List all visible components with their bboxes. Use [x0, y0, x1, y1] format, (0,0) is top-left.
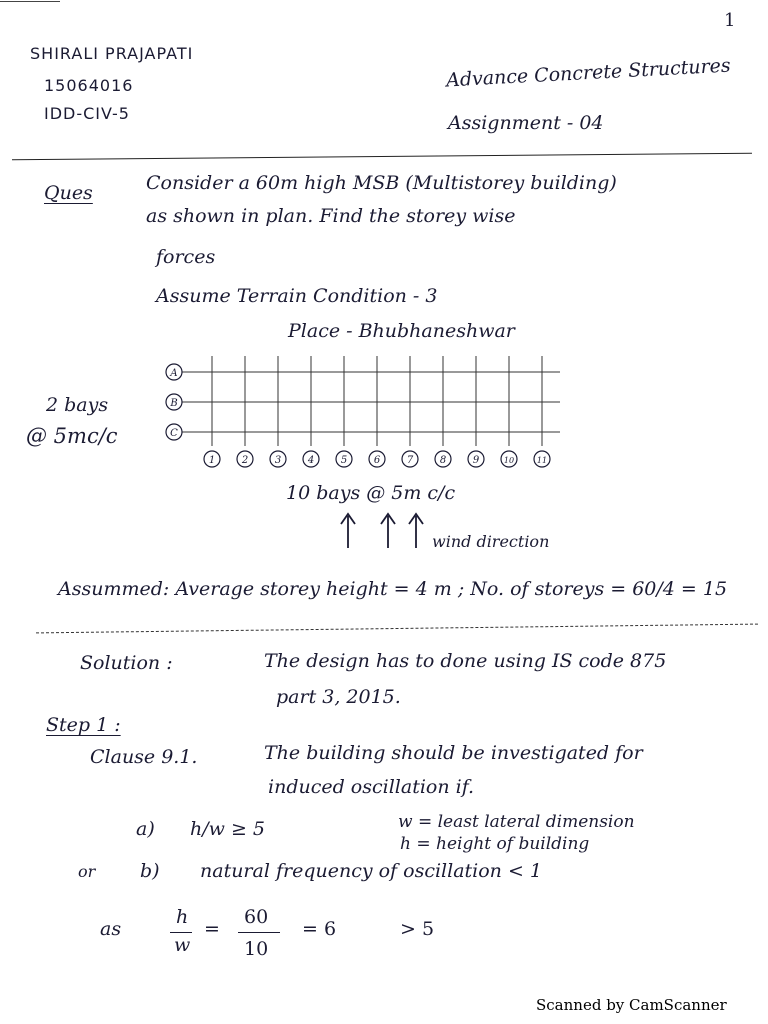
dashed-divider: [36, 624, 758, 634]
column-bubble-label: 11: [536, 456, 548, 465]
clause-label: Clause 9.1.: [90, 746, 198, 768]
column-bubble-label: 3: [274, 455, 282, 466]
assignment-title: Assignment - 04: [448, 112, 604, 134]
row-bubbles: [166, 364, 182, 440]
row-bubble-label: C: [170, 428, 178, 439]
w-definition: w = least lateral dimension: [398, 812, 635, 832]
calc-compare: > 5: [400, 918, 435, 940]
wind-direction-label: wind direction: [432, 532, 550, 551]
step-1-text-1: The building should be investigated for: [264, 742, 643, 764]
calc-equals-sign: =: [204, 918, 220, 940]
column-bubble: [237, 451, 253, 467]
calc-lhs-fraction-bar: [170, 932, 192, 933]
column-bubble: [468, 451, 484, 467]
column-bubble-label: 2: [241, 455, 249, 466]
question-line-2: as shown in plan. Find the storey wise: [146, 205, 516, 227]
as-label: as: [100, 918, 122, 940]
column-bubble: [303, 451, 319, 467]
side-label-line-1: 2 bays: [46, 394, 109, 416]
calc-numerator: 60: [244, 906, 269, 928]
place-label: Place - Bhubhaneshwar: [288, 320, 515, 342]
subject-title: Advance Concrete Structures: [445, 54, 732, 92]
course-code: IDD-CIV-5: [44, 104, 130, 123]
column-bubble-label: 10: [503, 456, 515, 465]
column-bubble-label: 7: [406, 455, 414, 466]
column-bubble: [501, 451, 517, 467]
column-bubble-label: 1: [208, 455, 216, 466]
column-bubble: [369, 451, 385, 467]
row-bubble-label: B: [170, 398, 178, 409]
row-bubble: [166, 424, 182, 440]
h-definition: h = height of building: [400, 834, 590, 854]
column-bubble-label: 9: [472, 455, 480, 466]
column-bubble-label: 6: [373, 455, 381, 466]
bottom-bays-label: 10 bays @ 5m c/c: [286, 482, 456, 504]
question-line-1: Consider a 60m high MSB (Multistorey building): [146, 172, 617, 194]
column-bubble: [204, 451, 220, 467]
question-label: Ques: [44, 182, 93, 204]
calc-fraction-bar: [238, 932, 280, 933]
scanner-footer: Scanned by CamScanner: [536, 996, 727, 1014]
grid-lines: [182, 356, 560, 446]
row-bubble: [166, 364, 182, 380]
column-bubble: [435, 451, 451, 467]
roll-number: 15064016: [44, 76, 134, 95]
column-bubble: [402, 451, 418, 467]
page-number: 1: [724, 10, 736, 31]
row-bubble: [166, 394, 182, 410]
calc-result: = 6: [302, 918, 337, 940]
calc-lhs-denominator: w: [174, 934, 191, 956]
column-bubble-label: 4: [307, 455, 315, 466]
condition-b-text: natural frequency of oscillation < 1: [200, 860, 542, 882]
assume-terrain: Assume Terrain Condition - 3: [156, 285, 438, 307]
column-bubble-label: 5: [340, 455, 348, 466]
column-bubble: [270, 451, 286, 467]
column-bubble: [534, 451, 550, 467]
step-1-label: Step 1 :: [46, 714, 121, 736]
wind-arrows: [330, 508, 440, 552]
student-name: SHIRALI PRAJAPATI: [30, 44, 194, 63]
calc-lhs-numerator: h: [176, 906, 189, 928]
solution-line-2: part 3, 2015.: [276, 686, 401, 708]
condition-a-text: h/w ≥ 5: [190, 818, 265, 840]
condition-a-label: a): [136, 818, 155, 840]
assumed-line: Assummed: Average storey height = 4 m ; No. of storeys = 60/4 = 15: [58, 578, 728, 600]
side-label-line-2: @ 5mc/c: [26, 424, 118, 448]
condition-b-label: b): [140, 860, 160, 882]
calc-denominator: 10: [244, 938, 269, 960]
column-bubble-label: 8: [439, 455, 447, 466]
question-line-3: forces: [156, 246, 216, 268]
column-bubble: [336, 451, 352, 467]
row-bubble-label: A: [170, 368, 178, 379]
step-1-text-2: induced oscillation if.: [268, 776, 475, 798]
solution-label: Solution :: [80, 652, 173, 674]
column-bubbles: [204, 451, 550, 467]
solution-line-1: The design has to done using IS code 875: [264, 650, 667, 672]
or-label: or: [78, 862, 96, 881]
